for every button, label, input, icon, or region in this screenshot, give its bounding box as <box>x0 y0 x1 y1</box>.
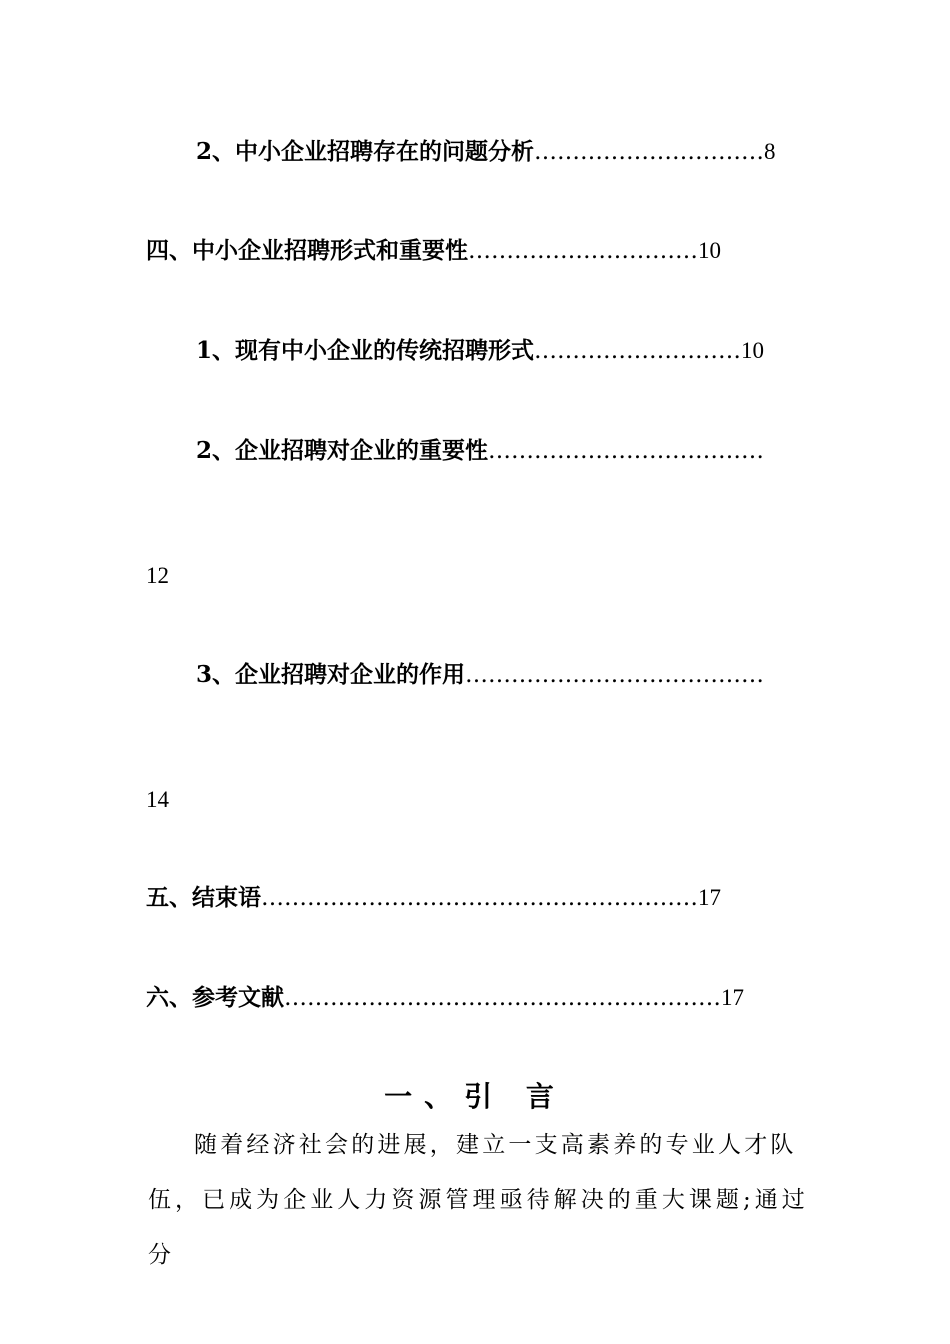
toc-entry-label: 五、结束语 <box>146 884 261 911</box>
toc-entry-traditional-forms[interactable] <box>196 336 808 366</box>
toc-leader-dots: ………………………… <box>534 139 765 165</box>
toc-page-number: 10 <box>698 238 721 263</box>
paragraph-line: 随着经济社会的进展，建立一支高素养的专业人才队 <box>194 1132 797 1158</box>
toc-leader-dots: ………………………… <box>468 238 698 264</box>
toc-entry-label: 1、现有中小企业的传统招聘形式 <box>196 337 535 364</box>
toc-page-number: 17 <box>698 885 721 910</box>
toc-entry-label: 2、企业招聘对企业的重要性 <box>196 437 489 464</box>
toc-leader-dots: ……………………… <box>534 338 742 364</box>
toc-entry-conclusion[interactable] <box>146 883 808 913</box>
toc-page-number-wrapped: 14 <box>146 787 169 812</box>
toc-entry-problem-analysis[interactable] <box>196 137 808 167</box>
toc-leader-dots: ……………………………… <box>488 438 765 464</box>
section-heading: 一、引 言 <box>384 1080 566 1113</box>
toc-entry-references[interactable] <box>146 983 808 1013</box>
paragraph-line: 伍，已成为企业人力资源管理亟待解决的重大课题;通过分 <box>148 1187 808 1268</box>
toc-leader-dots: ………………………………………………… <box>284 985 721 1011</box>
toc-page-number-wrapped: 12 <box>146 563 169 588</box>
toc-entry-label: 2、中小企业招聘存在的问题分析 <box>196 138 535 165</box>
body-paragraph <box>148 1118 808 1283</box>
toc-entry-importance[interactable] <box>196 436 808 466</box>
toc-entry-label: 四、中小企业招聘形式和重要性 <box>146 237 468 264</box>
toc-leader-dots: ………………………………… <box>465 662 765 688</box>
toc-entry-label: 3、企业招聘对企业的作用 <box>196 661 466 688</box>
toc-entry-label: 六、参考文献 <box>146 984 284 1011</box>
toc-entry-function[interactable] <box>196 660 808 690</box>
toc-page-number: 10 <box>741 338 765 363</box>
toc-page-number: 17 <box>721 985 744 1010</box>
toc-leader-dots: ………………………………………………… <box>261 885 698 911</box>
toc-entry-section-four[interactable] <box>146 236 808 266</box>
toc-page-number: 8 <box>764 139 776 164</box>
